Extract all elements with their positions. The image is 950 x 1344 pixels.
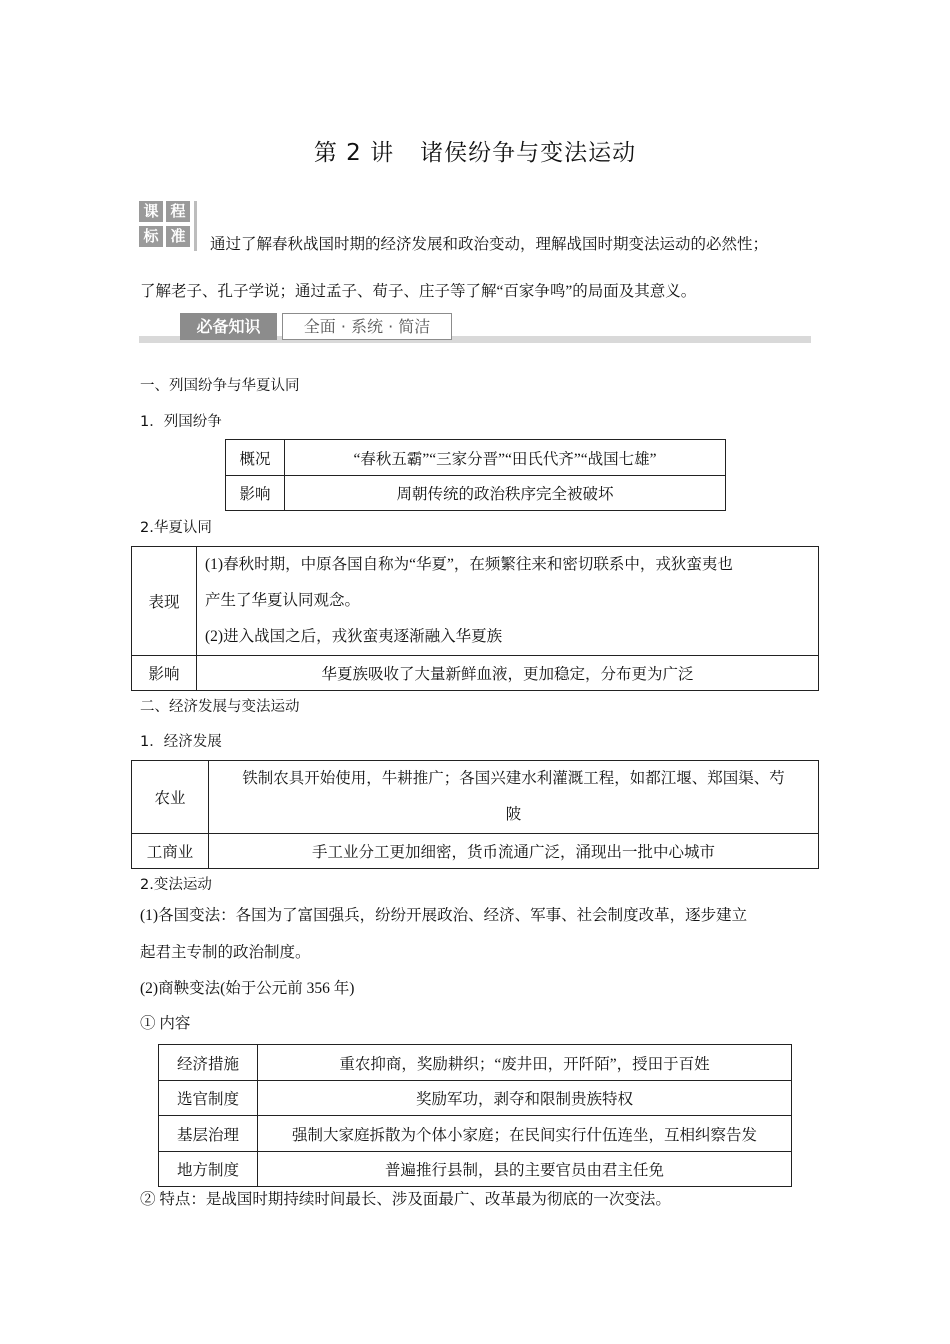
reform-paragraph-line1: (1)各国变法：各国为了富国强兵，纷纷开展政治、经济、军事、社会制度改革，逐步建立 (140, 907, 748, 924)
row-label: 表现 (132, 547, 197, 656)
table-row (132, 656, 819, 691)
row-value: “春秋五霸”“三家分晋”“田氏代齐”“战国七雄” (285, 440, 726, 476)
badge-char: 标 (139, 226, 163, 247)
section-heading-1: 一、列国纷争与华夏认同 (140, 378, 300, 394)
row-label: 影响 (132, 656, 197, 691)
table-row (226, 476, 726, 511)
text-line: (1)春秋时期，中原各国自称为“华夏”，在频繁往来和密切联系中，戎狄蛮夷也 (205, 556, 733, 573)
shang-yang-reform-table (158, 1044, 792, 1187)
content-label: ① 内容 (140, 1015, 191, 1032)
reform-characteristics: ② 特点：是战国时期持续时间最长、涉及面最广、改革最为彻底的一次变法。 (140, 1191, 671, 1208)
badge-divider (194, 201, 197, 251)
table-row (159, 1045, 792, 1081)
table-row (132, 547, 819, 656)
row-label: 影响 (226, 476, 285, 511)
row-value (197, 547, 819, 656)
row-label: 经济措施 (159, 1045, 258, 1081)
row-value: 周朝传统的政治秩序完全被破坏 (285, 476, 726, 511)
row-value: 普遍推行县制，县的主要官员由君主任免 (258, 1152, 792, 1187)
row-label: 农业 (132, 761, 209, 834)
standard-text-line2: 了解老子、孔子学说；通过孟子、荀子、庄子等了解“百家争鸣”的局面及其意义。 (140, 283, 697, 300)
subheading-1-2: 2.华夏认同 (140, 520, 212, 536)
row-value: 重农抑商，奖励耕织；“废井田，开阡陌”，授田于百姓 (258, 1045, 792, 1081)
banner-essential-knowledge: 必备知识 (180, 313, 277, 340)
badge-char: 准 (166, 226, 190, 247)
standard-text-line1: 通过了解春秋战国时期的经济发展和政治变动，理解战国时期变法运动的必然性； (210, 236, 769, 253)
economy-table (131, 760, 819, 869)
table-row (226, 440, 726, 476)
row-label: 基层治理 (159, 1116, 258, 1152)
table-row (132, 834, 819, 869)
text-line: (2)进入战国之后，戎狄蛮夷逐渐融入华夏族 (205, 628, 503, 645)
page-title (0, 134, 950, 167)
curriculum-standard-badge (139, 201, 197, 251)
subheading-2-1: 1．经济发展 (140, 734, 222, 750)
lecture-number: 第 2 讲 (313, 140, 395, 166)
table-row (132, 761, 819, 834)
table-row (159, 1081, 792, 1116)
row-value: 手工业分工更加细密，货币流通广泛，涌现出一批中心城市 (209, 834, 819, 869)
states-conflict-table (225, 439, 726, 511)
reform-paragraph-line2: 起君主专制的政治制度。 (140, 944, 311, 961)
row-label: 概况 (226, 440, 285, 476)
section-heading-2: 二、经济发展与变法运动 (140, 699, 300, 715)
shang-yang-reform-heading: (2)商鞅变法(始于公元前 356 年) (140, 980, 355, 997)
table-row (159, 1116, 792, 1152)
lecture-topic: 诸侯纷争与变法运动 (420, 140, 637, 166)
text-line: 铁制农具开始使用，牛耕推广；各国兴建水利灌溉工程，如都江堰、郑国渠、芍 (242, 770, 785, 787)
subheading-2-2: 2.变法运动 (140, 877, 212, 893)
table-row (159, 1152, 792, 1187)
banner-subtitle: 全面 · 系统 · 简洁 (282, 313, 452, 340)
row-value: 奖励军功，剥夺和限制贵族特权 (258, 1081, 792, 1116)
text-line: 产生了华夏认同观念。 (205, 592, 361, 609)
row-value (209, 761, 819, 834)
badge-char: 程 (166, 201, 190, 222)
row-label: 工商业 (132, 834, 209, 869)
text-line: 陂 (505, 806, 522, 823)
row-label: 选官制度 (159, 1081, 258, 1116)
row-value: 强制大家庭拆散为个体小家庭；在民间实行什伍连坐，互相纠察告发 (258, 1116, 792, 1152)
row-label: 地方制度 (159, 1152, 258, 1187)
row-value: 华夏族吸收了大量新鲜血液，更加稳定，分布更为广泛 (197, 656, 819, 691)
subheading-1-1: 1．列国纷争 (140, 414, 222, 430)
huaxia-identity-table (131, 546, 819, 691)
badge-char: 课 (139, 201, 163, 222)
